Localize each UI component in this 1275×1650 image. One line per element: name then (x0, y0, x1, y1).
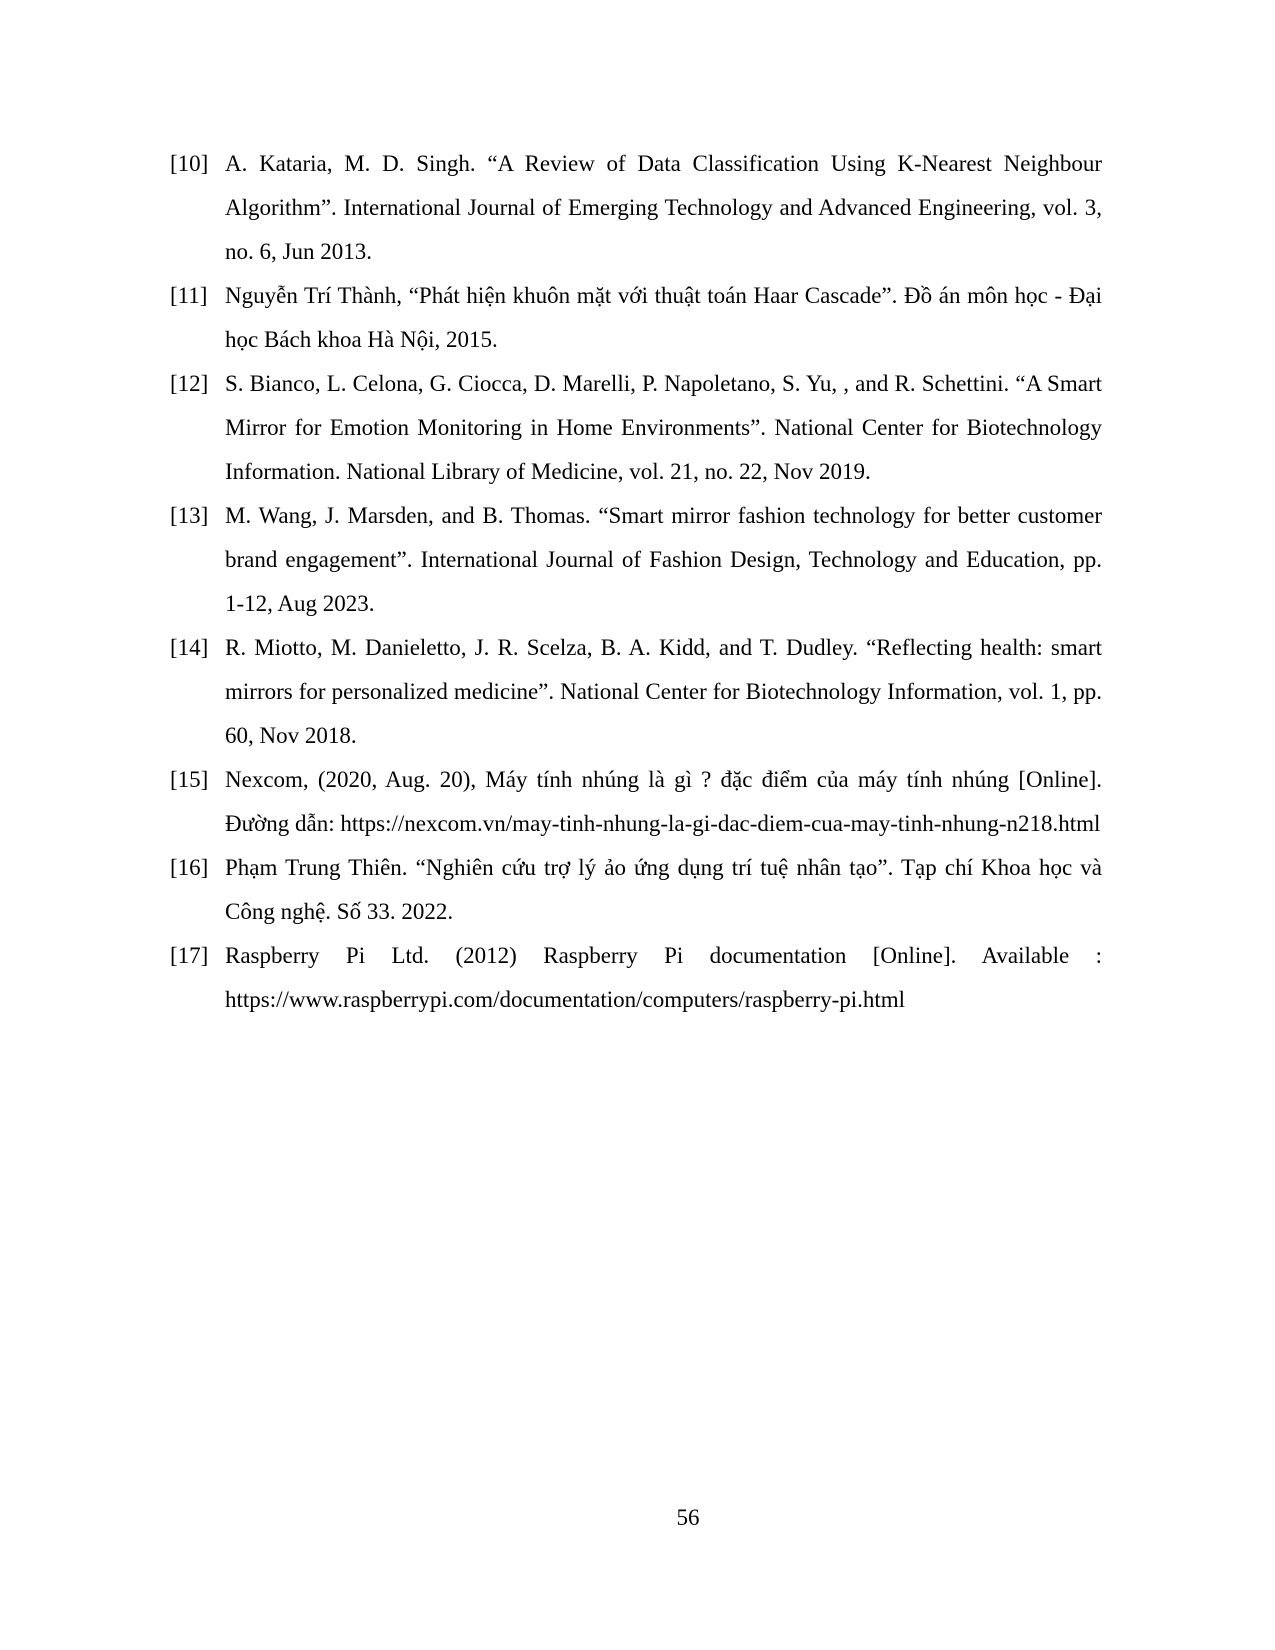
reference-item (170, 934, 1102, 1022)
reference-item (170, 846, 1102, 934)
reference-item (170, 274, 1102, 362)
reference-text: A. Kataria, M. D. Singh. “A Review of Data Classification Using K-Nearest Neighbour Algorithm”. International Journal of Emerging Technology and Advanced Engineering, vol. 3, no. 6, Jun 2013. (225, 151, 1102, 264)
references-list (170, 142, 1102, 1022)
page-number: 56 (676, 1505, 700, 1530)
reference-text: R. Miotto, M. Danieletto, J. R. Scelza, B. A. Kidd, and T. Dudley. “Reflecting health: smart mirrors for personalized medicine”. National Center for Biotechnology Information, vol. 1, pp. 60, Nov 2018. (225, 635, 1102, 748)
reference-item (170, 758, 1102, 846)
reference-text: Nexcom, (2020, Aug. 20), Máy tính nhúng là gì ? đặc điểm của máy tính nhúng [Online]. Đường dẫn: https://nexcom.vn/may-tinh-nhung-la-gi-dac-diem-cua-may-tinh-nhung-n218.html (225, 767, 1102, 836)
reference-number: [12] (170, 371, 209, 396)
reference-number: [14] (170, 635, 209, 660)
reference-text: M. Wang, J. Marsden, and B. Thomas. “Smart mirror fashion technology for better customer brand engagement”. International Journal of Fashion Design, Technology and Education, pp. 1-12, Aug 2023. (225, 503, 1102, 616)
reference-item (170, 362, 1102, 494)
reference-text: S. Bianco, L. Celona, G. Ciocca, D. Marelli, P. Napoletano, S. Yu, , and R. Schettini. “A Smart Mirror for Emotion Monitoring in Home Environments”. National Center for Biotechnology Information. National Library of Medicine, vol. 21, no. 22, Nov 2019. (225, 371, 1102, 484)
reference-number: [15] (170, 767, 209, 792)
reference-text: Nguyễn Trí Thành, “Phát hiện khuôn mặt với thuật toán Haar Cascade”. Đồ án môn học - Đại học Bách khoa Hà Nội, 2015. (225, 283, 1102, 352)
reference-number: [16] (170, 855, 209, 880)
reference-text: Raspberry Pi Ltd. (2012) Raspberry Pi documentation [Online]. Available : https://www.raspberrypi.com/documentation/computers/raspberry-pi.html (225, 943, 1102, 1012)
reference-text: Phạm Trung Thiên. “Nghiên cứu trợ lý ảo ứng dụng trí tuệ nhân tạo”. Tạp chí Khoa học và Công nghệ. Số 33. 2022. (225, 855, 1102, 924)
reference-number: [10] (170, 151, 209, 176)
reference-number: [13] (170, 503, 209, 528)
reference-item (170, 142, 1102, 274)
reference-item (170, 626, 1102, 758)
reference-number: [17] (170, 943, 209, 968)
reference-number: [11] (170, 283, 208, 308)
reference-item (170, 494, 1102, 626)
